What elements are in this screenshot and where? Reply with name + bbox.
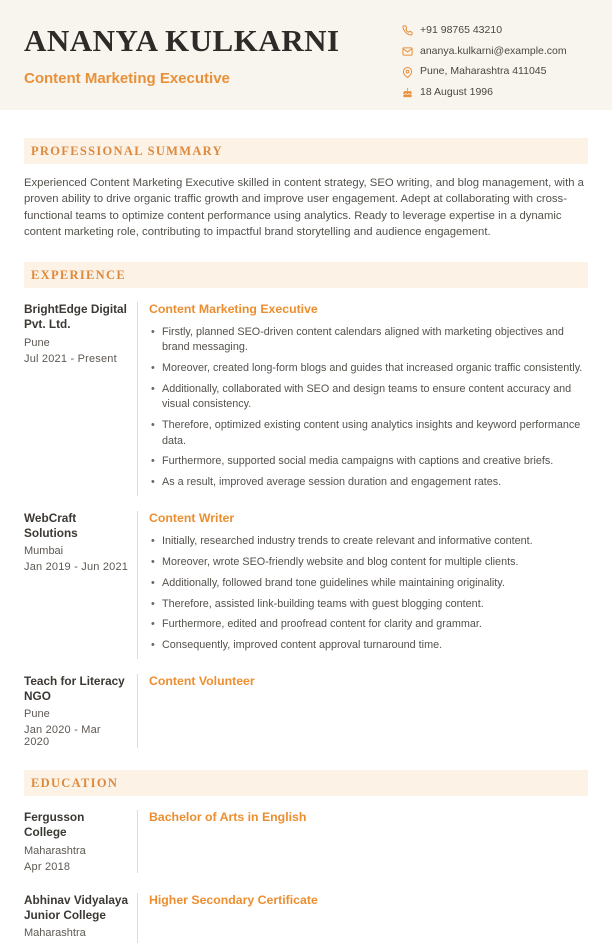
job-bullet: • Furthermore, supported social media campaigns with captions and creative briefs.	[149, 454, 588, 469]
contact-item-location	[402, 65, 588, 79]
education-entry	[24, 893, 588, 943]
email-icon	[402, 46, 413, 57]
birthday-icon	[402, 87, 413, 98]
section-heading: EDUCATION	[31, 776, 119, 791]
degree-title: Bachelor of Arts in English	[149, 810, 307, 825]
job-bullet: • Initially, researched industry trends to create relevant and informative content.	[149, 534, 588, 549]
contact-location-text: Pune, Maharashtra 411045	[420, 65, 547, 78]
education-entry-detail	[137, 893, 588, 943]
experience-entry-detail	[137, 511, 588, 659]
contact-item-email	[402, 45, 588, 59]
job-role-title: Content Marketing Executive	[149, 302, 318, 317]
contact-birthday-text: 18 August 1996	[420, 85, 493, 98]
experience-entry	[24, 302, 588, 496]
job-bullet: • Therefore, assisted link-building teams with guest blogging content.	[149, 597, 588, 612]
header-identity	[24, 24, 340, 87]
section-education	[24, 770, 588, 943]
company-location: Pune	[24, 708, 50, 721]
education-entry-detail	[137, 810, 588, 872]
section-heading: EXPERIENCE	[31, 268, 126, 283]
job-bullet: • Moreover, created long-form blogs and guides that increased organic traffic consistently.	[149, 361, 588, 376]
degree-title: Higher Secondary Certificate	[149, 892, 318, 907]
summary-paragraph: Experienced Content Marketing Executive skilled in content strategy, SEO writing, and blog management, with a proven ability to drive organic traffic growth and improve user engagement. Adept at collaborating with cross-functional teams to optimize content performance using analytics. Ready to leverage expertise in a dynamic content marketing role, contributing to impactful brand storytelling and audience engagement.	[24, 177, 584, 238]
school-location: Maharashtra	[24, 844, 86, 857]
education-entry-meta	[24, 893, 137, 943]
experience-entry-detail	[137, 302, 588, 496]
job-bullet: • As a result, improved average session duration and engagement rates.	[149, 475, 588, 490]
section-heading-bar	[24, 138, 588, 164]
phone-icon	[402, 25, 413, 36]
experience-entry-meta	[24, 302, 137, 496]
job-bullet: • Firstly, planned SEO-driven content calendars aligned with marketing objectives and brand messaging.	[149, 325, 588, 356]
education-entry	[24, 810, 588, 872]
company-name: BrightEdge Digital Pvt. Ltd.	[24, 302, 127, 331]
contact-block	[402, 24, 588, 100]
job-role-title: Content Writer	[149, 511, 235, 526]
job-bullet: • Additionally, followed brand tone guidelines while maintaining originality.	[149, 576, 588, 591]
job-bullet: • Therefore, optimized existing content using analytics insights and keyword performance data.	[149, 418, 588, 449]
section-experience	[24, 262, 588, 748]
company-location: Pune	[24, 336, 50, 349]
contact-item-birthday	[402, 86, 588, 100]
education-entries	[24, 810, 588, 943]
job-bullet-list	[149, 325, 588, 490]
contact-phone-text: +91 98765 43210	[420, 24, 503, 36]
employment-dates: Jul 2021 - Present	[24, 352, 117, 365]
job-role-title: Content Volunteer	[149, 673, 255, 688]
section-heading-bar	[24, 262, 588, 288]
section-heading-bar	[24, 770, 588, 796]
employment-dates: Jan 2020 - Mar 2020	[24, 724, 101, 749]
company-location: Mumbai	[24, 545, 64, 558]
name-heading: ANANYA KULKARNI	[24, 23, 340, 58]
school-name: Fergusson College	[24, 810, 85, 840]
contact-item-phone	[402, 24, 588, 38]
experience-entry	[24, 674, 588, 748]
header-job-title: Content Marketing Executive	[24, 70, 230, 88]
job-bullet: • Additionally, collaborated with SEO and design teams to ensure content accuracy and visual consistency.	[149, 382, 588, 413]
section-professional-summary	[24, 138, 588, 240]
resume-body	[0, 110, 612, 943]
section-heading: PROFESSIONAL SUMMARY	[31, 144, 223, 158]
header	[0, 0, 612, 110]
education-entry-meta	[24, 810, 137, 872]
graduation-date: Apr 2018	[24, 860, 71, 873]
job-bullet: • Consequently, improved content approval turnaround time.	[149, 638, 588, 653]
experience-entry	[24, 511, 588, 659]
company-name: WebCraft Solutions	[24, 511, 78, 540]
location-icon	[402, 67, 413, 78]
experience-entry-meta	[24, 511, 137, 659]
experience-entries	[24, 302, 588, 748]
school-location: Maharashtra	[24, 927, 86, 940]
job-bullet: • Moreover, wrote SEO-friendly website and blog content for multiple clients.	[149, 555, 588, 570]
job-bullet-list	[149, 534, 588, 653]
experience-entry-meta	[24, 674, 137, 748]
job-bullet: • Furthermore, edited and proofread content for clarity and grammar.	[149, 617, 588, 632]
school-name: Abhinav Vidyalaya Junior College	[24, 892, 129, 922]
contact-email-text: ananya.kulkarni@example.com	[420, 44, 567, 57]
company-name: Teach for Literacy NGO	[24, 673, 125, 703]
employment-dates: Jan 2019 - Jun 2021	[24, 561, 129, 574]
experience-entry-detail	[137, 674, 588, 748]
